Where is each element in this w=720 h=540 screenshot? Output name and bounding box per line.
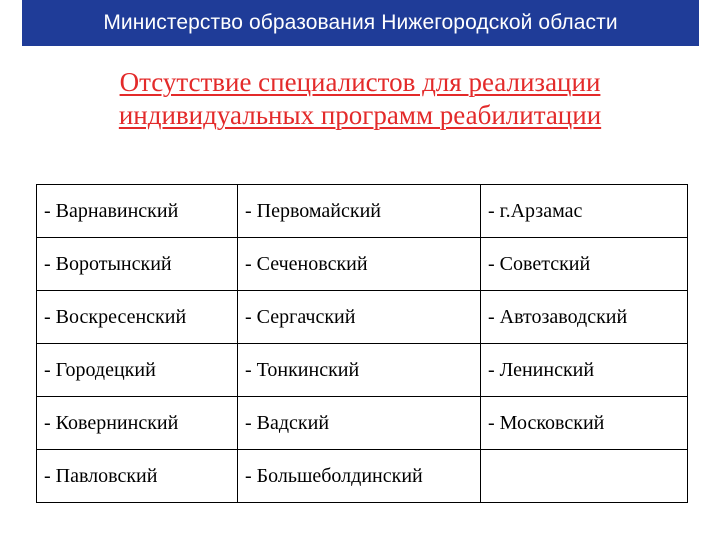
table-cell: - Московский: [481, 397, 688, 450]
table-cell: - Воскресенский: [37, 291, 238, 344]
table-cell: - Ковернинский: [37, 397, 238, 450]
table-row: [37, 291, 688, 344]
table-cell: - Большеболдинский: [238, 450, 481, 503]
table-cell: - Ленинский: [481, 344, 688, 397]
header-bar: [0, 0, 720, 46]
slide-title-line-2: индивидуальных программ реабилитации: [118, 100, 602, 130]
table-row: [37, 185, 688, 238]
table-row: [37, 238, 688, 291]
table-row: [37, 450, 688, 503]
table-cell: - Городецкий: [37, 344, 238, 397]
table-cell: - Павловский: [37, 450, 238, 503]
table-cell: [481, 450, 688, 503]
table-cell: - Тонкинский: [238, 344, 481, 397]
districts-table: [36, 184, 688, 503]
ministry-title: Министерство образования Нижегородской области: [103, 11, 618, 34]
slide-title-line-1: Отсутствие специалистов для реализации: [119, 67, 601, 97]
table-row: [37, 397, 688, 450]
table-cell: - Вадский: [238, 397, 481, 450]
slide-title: [0, 66, 720, 132]
table-cell: - Сеченовский: [238, 238, 481, 291]
table-cell: - Первомайский: [238, 185, 481, 238]
table-cell: - Автозаводский: [481, 291, 688, 344]
table-cell: - Воротынский: [37, 238, 238, 291]
table-cell: - Советский: [481, 238, 688, 291]
header-banner: [22, 0, 699, 46]
table-row: [37, 344, 688, 397]
table-cell: - Сергачский: [238, 291, 481, 344]
table-cell: - Варнавинский: [37, 185, 238, 238]
table-cell: - г.Арзамас: [481, 185, 688, 238]
